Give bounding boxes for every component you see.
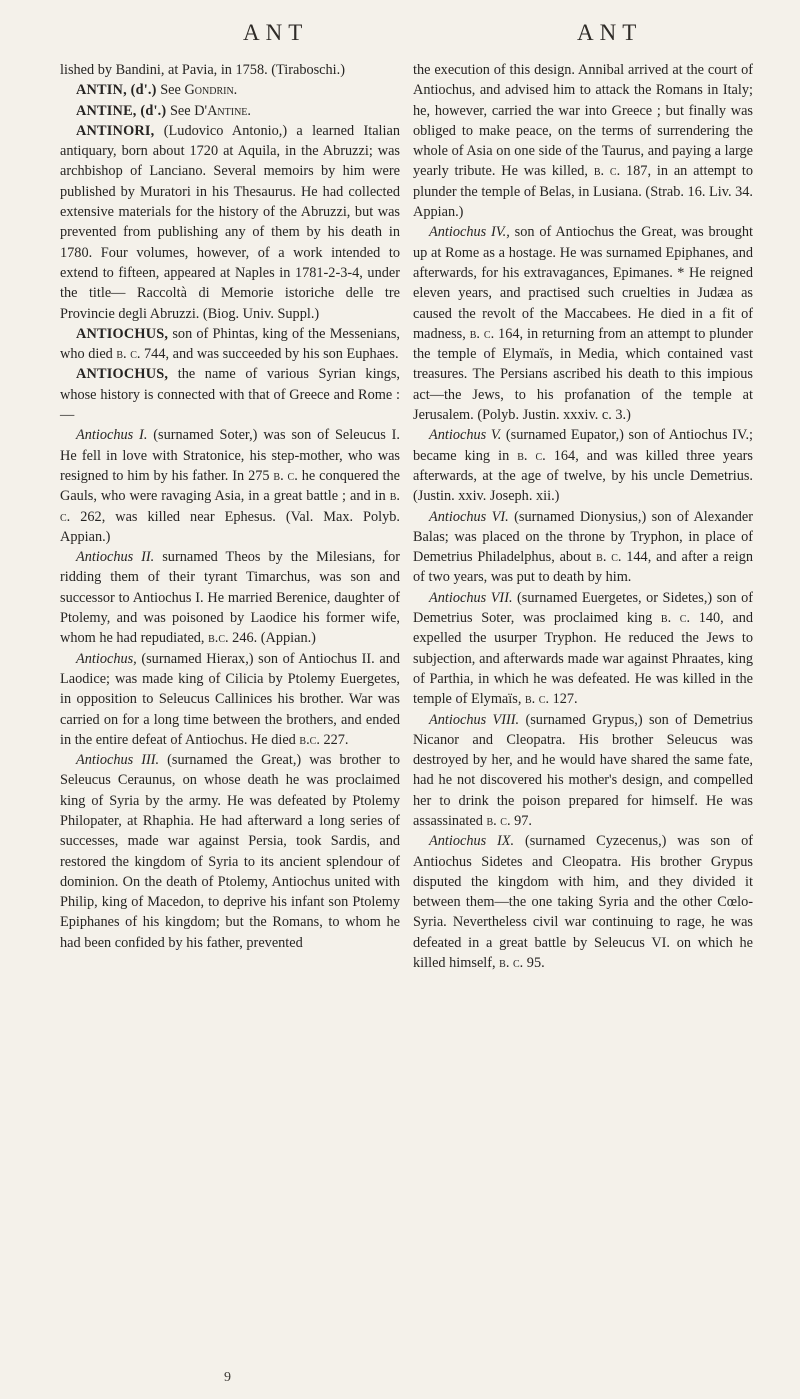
entry-text: b.c.	[208, 630, 229, 647]
entry-text: See	[166, 102, 195, 119]
entry-subheading: Antiochus,	[76, 650, 137, 667]
running-head-right: ANT	[577, 20, 643, 45]
entry-subheading: Antiochus III.	[76, 752, 160, 769]
entry-text: 187, in an attempt to plunder the temple of Belas, in Lusiana. (Strab. 16. Liv. 34. Appian.)	[413, 163, 753, 221]
entry-paragraph	[60, 60, 400, 80]
entry-text: b. c.	[499, 955, 524, 972]
entry-text: the execution of this design. Annibal arrived at the court of Antiochus, and advised him to attack the Romans in Italy; he, however, carried the war into Greece ; but finally was obliged to make peace, on the terms of surrendering the whole of Asia on one side of the Taurus, and paying a large yearly tribute. He was killed,	[413, 62, 753, 180]
entry-subheading: Antiochus IX.	[429, 833, 515, 850]
entry-text: b. c.	[60, 488, 400, 525]
entry-paragraph	[413, 222, 753, 425]
entry-paragraph	[60, 649, 400, 750]
entry-text: (Ludovico Antonio,) a learned Italian antiquary, born about 1720 at Aquila, in the Abruzzi; was archbishop of Lanciano. Several memoirs by him were published by Muratori in his Thesaurus. He had collected extensive materials for the history of the Abruzzi, but was prevented from publishing any of them by his death in 1780. Four volumes, however, of a work intended to extend to fifteen, appeared at Naples in 1781-2-3-4, under the title— Raccoltà di Memorie istoriche delle tre Provincie degli Abruzzi. (Biog. Univ. Suppl.)	[60, 122, 400, 322]
entry-subheading: Antiochus VII.	[429, 589, 513, 606]
entry-paragraph	[60, 425, 400, 547]
entry-paragraph	[60, 101, 400, 121]
entry-headword: ANTIN, (d'.)	[76, 82, 157, 99]
entry-text: (surnamed Eupator,) son of Antiochus IV.; became king in	[413, 427, 753, 464]
entry-text: b. c.	[486, 812, 511, 829]
entry-text: 164, and was killed three years afterwards, at the age of twelve, by his uncle Demetrius. (Justin. xxiv. Joseph. xii.)	[413, 447, 753, 505]
entry-headword: ANTIOCHUS,	[76, 325, 169, 342]
entry-headword: ANTINE, (d'.)	[76, 102, 167, 119]
entry-text: 144, and after a reign of two years, was put to death by him.	[413, 549, 754, 586]
entry-headword: ANTIOCHUS,	[76, 366, 169, 383]
entry-paragraph	[413, 831, 753, 973]
entry-paragraph	[60, 121, 400, 324]
entry-text: the name of various Syrian kings, whose history is connected with that of Greece and Rome :—	[60, 366, 400, 424]
entry-text: b.c.	[299, 731, 320, 748]
entry-text: 95.	[523, 955, 545, 972]
entry-text: (surnamed Soter,) was son of Seleucus I. He fell in love with Stratonice, his step-mother, who was resigned to him by his father. In 275	[60, 427, 401, 484]
entry-text: D'Antine.	[194, 102, 251, 119]
entry-text: b. c.	[469, 325, 495, 342]
entry-text: (surnamed Cyzecenus,) was son of Antiochus Sidetes and Cleopatra. His brother Grypus disputed the kingdom with him, and they divided it between them—the one taking Syria and the other Cœlo-Syria. Nevertheless civil war continuing to rage, he was defeated in a great battle by Seleucus VI. on which he killed himself,	[413, 833, 753, 972]
entry-text: he conquered the Gauls, who were ravaging Asia, in a great battle ; and in	[60, 467, 400, 505]
entry-text: b. c.	[596, 549, 622, 566]
entry-text: (surnamed Hierax,) son of Antiochus II. and Laodice; was made king of Cilicia by Ptolemy Euergetes, in opposition to Seleucus Callinices his brother. War was carried on for a long time between the brothers, and ended in the entire defeat of Antiochus. He died	[60, 650, 400, 748]
entry-text: son of Antiochus the Great, was brought up at Rome as a hostage. He was surnamed Epiphanes, and afterwards, for his extravagances, Epimanes. * He reigned eleven years, and practised such cruelties in Judæa as caused the revolt of the Maccabees. He died in a fit of madness,	[413, 224, 753, 342]
entry-subheading: Antiochus IV.,	[429, 224, 510, 241]
entry-paragraph	[60, 750, 400, 953]
entry-paragraph	[60, 80, 400, 100]
entry-text: 262, was killed near Ephesus. (Val. Max. Polyb. Appian.)	[60, 508, 400, 545]
entry-paragraph	[413, 588, 753, 710]
entry-subheading: Antiochus VI.	[429, 508, 509, 525]
entry-text: b. c.	[517, 447, 546, 464]
entry-text: See	[156, 82, 185, 99]
entry-subheading: Antiochus II.	[76, 549, 155, 566]
entry-text: (surnamed Euergetes, or Sidetes,) son of Demetrius Soter, was proclaimed king	[413, 589, 753, 627]
entry-text: son of Phintas, king of the Messenians, who died	[60, 325, 400, 363]
entry-paragraph	[60, 547, 400, 648]
entry-text: 227.	[319, 731, 349, 748]
entry-subheading: Antiochus I.	[76, 427, 148, 444]
entry-text: (surnamed Dionysius,) son of Alexander Balas; was placed on the throne by Tryphon, in place of Demetrius Philadelphus, about	[413, 508, 754, 566]
entry-text: b. c.	[524, 691, 550, 708]
entry-paragraph	[413, 710, 753, 832]
entry-text: 127.	[549, 691, 578, 708]
entry-text: Gondrin.	[184, 82, 238, 99]
entry-paragraph	[60, 364, 400, 425]
entry-text: 164, in returning from an attempt to plunder the temple of Elymaïs, in Media, which contained vast treasures. The Persians ascribed his death to this impious act—the Jews, to his profanation of the temple at Jerusalem. (Polyb. Justin. xxxiv. c. 3.)	[413, 325, 753, 424]
page-number: 9	[224, 1370, 231, 1385]
right-column	[413, 60, 753, 973]
entry-text: 744, and was succeeded by his son Euphaes.	[140, 346, 399, 363]
entry-text: 140, and expelled the usurper Tryphon. He reduced the Jews to subjection, and afterwards made war against Phraates, king of Parthia, in which he was defeated. He was killed in the temple of Elymaïs,	[413, 610, 754, 708]
entry-text: (surnamed Grypus,) son of Demetrius Nicanor and Cleopatra. His brother Seleucus was destroyed by her, and he would have shared the same fate, had he not discovered his mother's design, and compelled her to drink the poison prepared for himself. He was assassinated	[413, 711, 753, 829]
entry-subheading: Antiochus V.	[429, 427, 502, 444]
entry-text: b. c.	[116, 346, 141, 363]
entry-text: 246. (Appian.)	[228, 630, 316, 647]
entry-paragraph	[413, 425, 753, 506]
running-head-left: ANT	[243, 20, 309, 45]
entry-text: b. c.	[273, 467, 298, 484]
entry-text: lished by Bandini, at Pavia, in 1758. (Tiraboschi.)	[60, 62, 345, 78]
entry-paragraph	[60, 324, 400, 365]
entry-text: (surnamed the Great,) was brother to Seleucus Ceraunus, on whose death he was proclaimed king of Syria by the army. He was defeated by Ptolemy Philopater, at Rhaphia. He had afterward a long series of successes, made war against Persia, took Sardis, and restored the kingdom of Syria to its ancient splendour of dominion. On the death of Ptolemy, Antiochus united with Philip, king of Macedon, to deprive his infant son Ptolemy Epiphanes of his kingdom; but the Romans, to whom he had been confided by his father, prevented	[60, 752, 400, 951]
entry-text: b. c.	[593, 163, 621, 180]
left-column	[60, 60, 400, 953]
entry-text: b. c.	[660, 610, 691, 627]
entry-text: surnamed Theos by the Milesians, for ridding them of their tyrant Timarchus, was son and successor to Antiochus I. He married Berenice, daughter of Ptolemy, and was poisoned by Laodice his former wife, whom he had repudiated,	[60, 549, 401, 647]
entry-paragraph	[413, 507, 753, 588]
entry-text: 97.	[510, 812, 532, 829]
entry-subheading: Antiochus VIII.	[429, 711, 520, 728]
entry-paragraph	[413, 60, 753, 222]
entry-headword: ANTINORI,	[76, 122, 155, 139]
